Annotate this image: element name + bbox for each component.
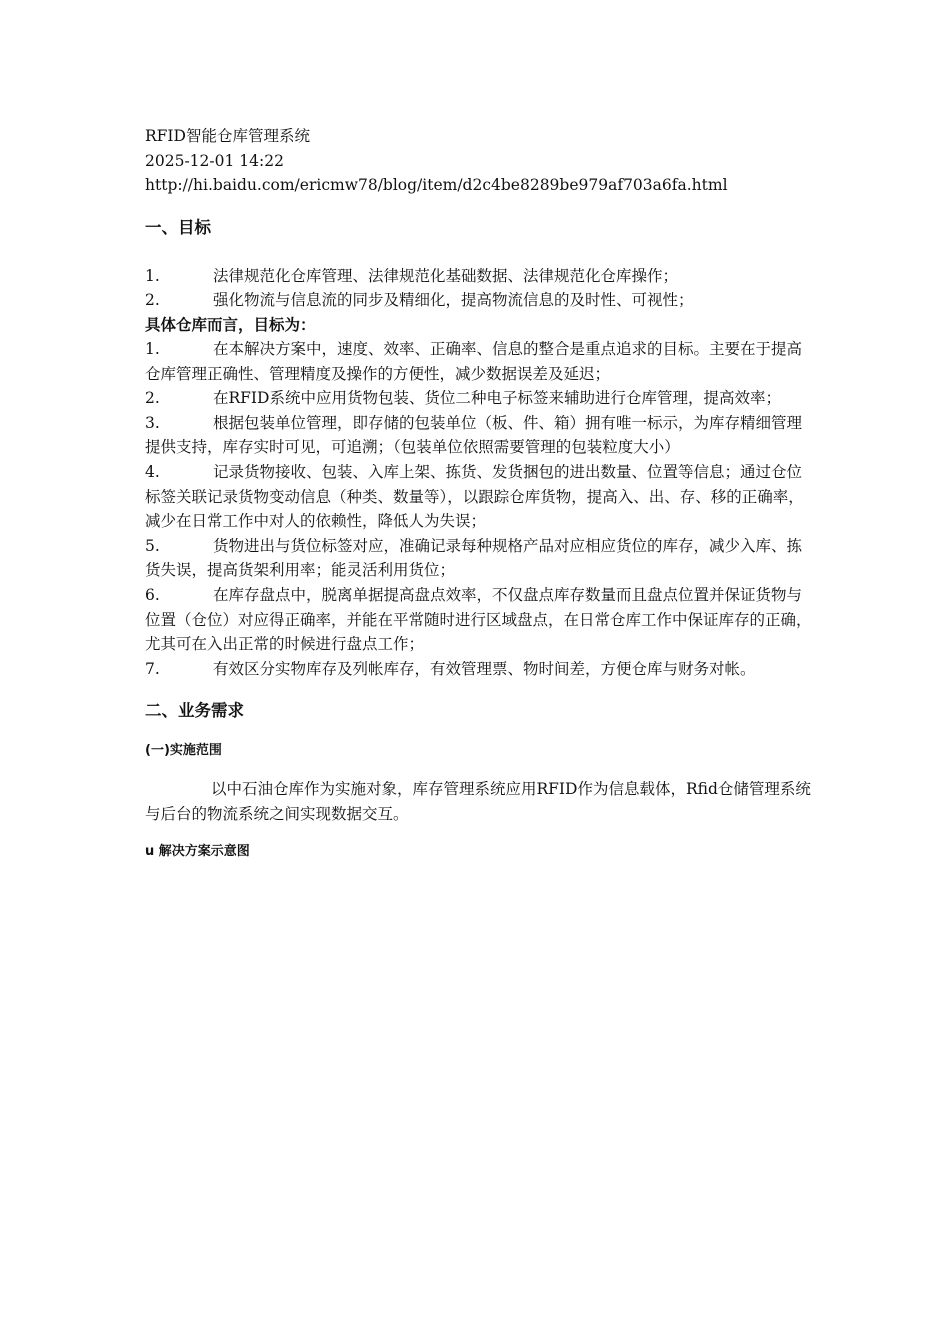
list-item: 1. 法律规范化仓库管理、法律规范化基础数据、法律规范化仓库操作； xyxy=(145,266,679,285)
list-item: 1. 在本解决方案中，速度、效率、正确率、信息的整合是重点追求的目标。主要在于提高仓库管理正确性、管理精度及操作的方便性，减少数据误差及延迟； xyxy=(145,339,803,383)
document-datetime: 2025-12-01 14:22 xyxy=(145,151,284,170)
list-item: 7. 有效区分实物库存及列帐库存，有效管理票、物时间差，方便仓库与财务对帐。 xyxy=(145,659,756,678)
list-item: 2. 强化物流与信息流的同步及精细化，提高物流信息的及时性、可视性； xyxy=(145,291,694,310)
specific-goals-list xyxy=(145,337,815,681)
document-title: RFID智能仓库管理系统 xyxy=(145,127,310,145)
section-heading-goals: 一、目标 xyxy=(145,217,211,237)
list-item: 6. 在库存盘点中，脱离单据提高盘点效率，不仅盘点库存数量而且盘点位置并保证货物与位置（仓位）对应得正确率，并能在平常随时进行区域盘点，在日常仓库工作中保证库存的正确，尤其可在入出正常的时候进行盘点工作； xyxy=(145,585,812,654)
section-heading-requirements: 二、业务需求 xyxy=(145,701,244,721)
list-item: 5. 货物进出与货位标签对应，准确记录每种规格产品对应相应货位的库存，减少入库、拣货失误，提高货架利用率；能灵活利用货位； xyxy=(145,536,803,580)
diagram-caption: u 解决方案示意图 xyxy=(145,844,250,860)
list-item: 3. 根据包装单位管理，即存储的包装单位（板、件、箱）拥有唯一标示，为库存精细管理提供支持，库存实时可见，可追溯；（包装单位依照需要管理的包装粒度大小） xyxy=(145,413,803,457)
scope-paragraph: 以中石油仓库作为实施对象，库存管理系统应用RFID作为信息载体，Rfid仓储管理系统与后台的物流系统之间实现数据交互。 xyxy=(145,780,811,823)
source-url[interactable]: http://hi.baidu.com/ericmw78/blog/item/d2c4be8289be979af703a6fa.html xyxy=(145,176,728,195)
specific-goals-lead: 具体仓库而言，目标为： xyxy=(145,315,316,334)
list-item: 4. 记录货物接收、包装、入库上架、拣货、发货捆包的进出数量、位置等信息；通过仓位标签关联记录货物变动信息（种类、数量等），以跟踪仓库货物，提高入、出、存、移的正确率，减少在日常工作中对人的依赖性，降低人为失误； xyxy=(145,462,804,531)
subsection-heading-scope: (一)实施范围 xyxy=(145,743,222,759)
document-body xyxy=(145,124,815,862)
list-item: 2. 在RFID系统中应用货物包装、货位二种电子标签来辅助进行仓库管理，提高效率； xyxy=(145,389,781,408)
goals-list xyxy=(145,264,815,313)
